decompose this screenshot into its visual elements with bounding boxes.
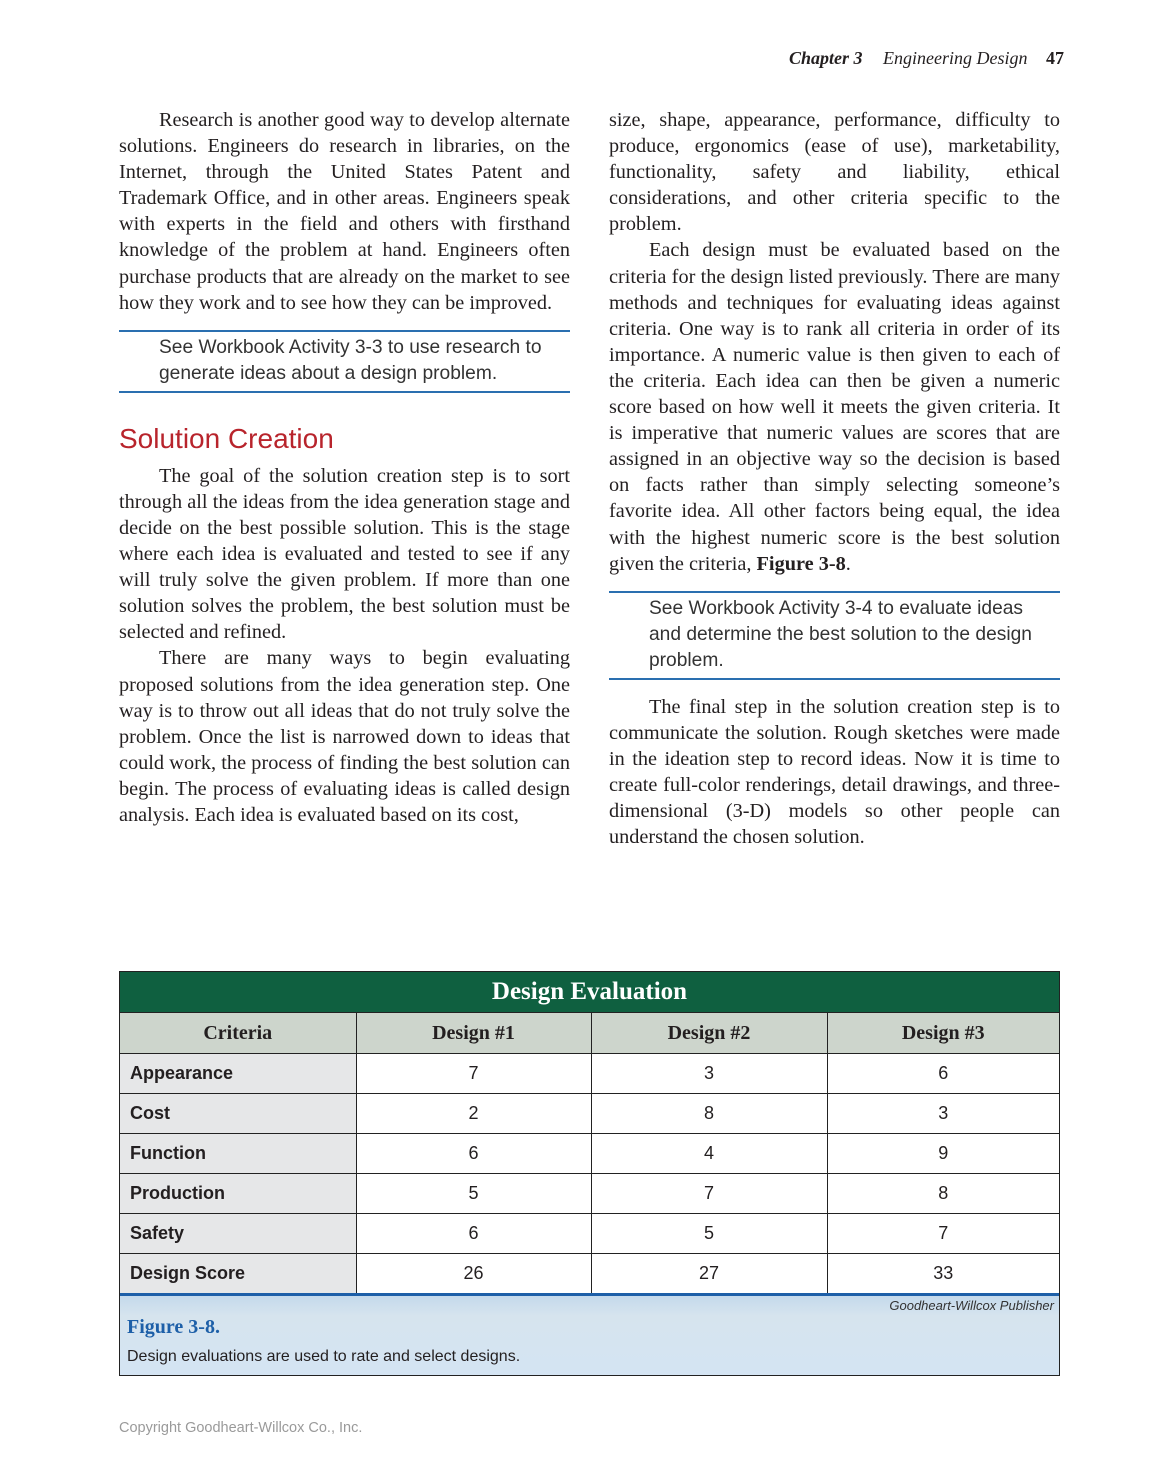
copyright-footer: Copyright Goodheart-Willcox Co., Inc.: [119, 1420, 363, 1436]
figure-number: Figure 3-8.: [127, 1316, 220, 1338]
score-cell: 5: [356, 1174, 591, 1214]
running-head: [789, 48, 1064, 69]
page-number: 47: [1046, 48, 1064, 68]
table-row-total: [120, 1254, 1059, 1294]
column-header: Design #2: [591, 1013, 827, 1054]
table-row: [120, 1054, 1059, 1094]
paragraph-research: Research is another good way to develop alternate solutions. Engineers do research in libraries, on the Internet, through the United States Patent and Trademark Office, and in other areas. Engineers speak with experts in the field and others with firsthand knowledge of the problem at hand. Engineers often purchase products that are already on the market to see how they work and to see how they can be improved.: [119, 109, 570, 314]
design-evaluation-table: [120, 1013, 1059, 1293]
workbook-note-3-3: See Workbook Activity 3-3 to use research to generate ideas about a design problem.: [119, 330, 570, 393]
score-cell: 7: [356, 1054, 591, 1094]
paragraph-each-design: [609, 237, 1060, 576]
paragraph-end: .: [845, 552, 851, 575]
score-cell: 7: [827, 1214, 1059, 1254]
chapter-title: Engineering Design: [883, 48, 1028, 68]
paragraph-criteria-list: size, shape, appearance, performance, difficulty to produce, ergonomics (ease of use), marketability, functionality, safety and liability, ethical considerations, and other criteria specific to the problem.: [609, 109, 1060, 236]
total-score-cell: 33: [933, 1263, 954, 1283]
figure-caption-text: Design evaluations are used to rate and select designs.: [127, 1348, 521, 1365]
paragraph-goal: The goal of the solution creation step is to sort through all the ideas from the idea generation stage and decide on the best possible solution. This is the stage where each idea is evaluated and tested to see if any will truly solve the given problem. If more than one solution solves the problem, the best solution must be selected and refined.: [119, 464, 570, 644]
score-cell: 9: [827, 1134, 1059, 1174]
table-row: [120, 1134, 1059, 1174]
column-header: Design #3: [827, 1013, 1059, 1054]
score-cell: 3: [591, 1054, 827, 1094]
figure-credit: Goodheart-Willcox Publisher: [889, 1298, 1054, 1313]
score-cell: 6: [356, 1134, 591, 1174]
score-cell: 4: [591, 1134, 827, 1174]
right-column: [609, 107, 1060, 850]
criteria-cell: Production: [120, 1174, 356, 1214]
score-cell: 7: [591, 1174, 827, 1214]
left-column: [119, 107, 570, 828]
chapter-label: Chapter 3: [789, 48, 863, 68]
workbook-note-3-4: See Workbook Activity 3-4 to evaluate ideas and determine the best solution to the design problem.: [609, 591, 1060, 680]
score-cell: 6: [356, 1214, 591, 1254]
score-cell: 2: [356, 1094, 591, 1134]
figure-design-evaluation: [119, 971, 1060, 1376]
paragraph-final-step: The final step in the solution creation step is to communicate the solution. Rough sketches were made in the ideation step to record ideas. Now it is time to create full-color renderings, detail drawings, and three-dimensional (3-D) models so other people can understand the chosen solution.: [609, 695, 1060, 849]
total-score-cell: 26: [356, 1254, 591, 1294]
figure-caption: [120, 1293, 1059, 1375]
score-cell: 6: [827, 1054, 1059, 1094]
figure-reference: Figure 3-8: [756, 552, 846, 575]
column-header: Criteria: [120, 1013, 356, 1054]
score-cell: 8: [827, 1174, 1059, 1214]
criteria-cell: Function: [120, 1134, 356, 1174]
table-row: [120, 1174, 1059, 1214]
paragraph-evaluating: There are many ways to begin evaluating proposed solutions from the idea generation step. One way is to throw out all ideas that do not truly solve the problem. Once the list is narrowed down to ideas that could work, the process of finding the best solution can begin. The process of evaluating ideas is called design analysis. Each idea is evaluated based on its cost,: [119, 647, 570, 826]
criteria-cell: Cost: [120, 1094, 356, 1134]
table-row: [120, 1214, 1059, 1254]
score-cell: 8: [591, 1094, 827, 1134]
total-score-cell: 27: [591, 1254, 827, 1294]
score-cell: 5: [591, 1214, 827, 1254]
criteria-cell: Design Score: [120, 1254, 356, 1294]
table-row: [120, 1094, 1059, 1134]
criteria-cell: Safety: [120, 1214, 356, 1254]
paragraph-text: Each design must be evaluated based on the criteria for the design listed previously. There are many methods and techniques for evaluating ideas against criteria. One way is to rank all criteria in order of its importance. A numeric value is then given to each of the criteria. Each idea can then be given a numeric score based on how well it meets the given criteria. It is imperative that numeric values are scores that are assigned in an objective way so the decision is based on facts rather than simply selecting someone’s favorite idea. All other factors being equal, the idea with the highest numeric score is the best solution given the criteria,: [609, 239, 1060, 575]
section-heading: Solution Creation: [119, 422, 334, 454]
table-header-row: [120, 1013, 1059, 1054]
column-header: Design #1: [356, 1013, 591, 1054]
table-title: Design Evaluation: [120, 972, 1059, 1013]
score-cell: 3: [827, 1094, 1059, 1134]
criteria-cell: Appearance: [120, 1054, 356, 1094]
